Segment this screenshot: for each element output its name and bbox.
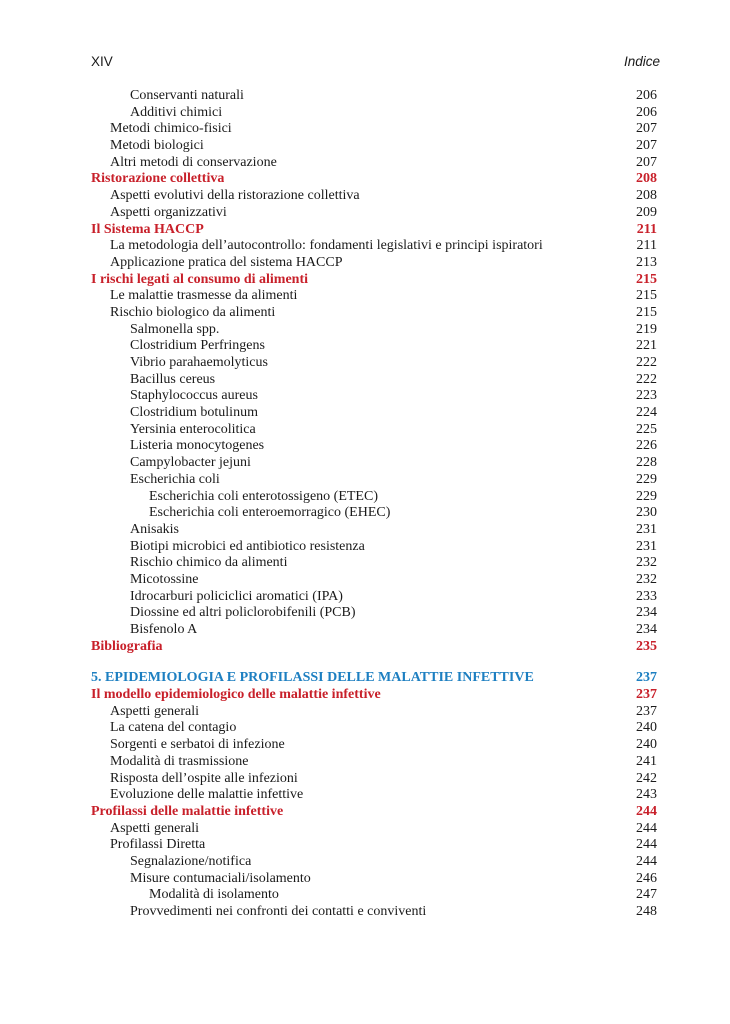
toc-entry-row — [91, 854, 657, 871]
toc-entry-page: 222 — [636, 371, 657, 387]
toc-entry-page: 246 — [636, 870, 657, 886]
toc-entry-page: 237 — [636, 670, 657, 686]
toc-entry-title: Modalità di trasmissione — [110, 753, 249, 769]
toc-entry-page: 232 — [636, 555, 657, 571]
toc-entry-title: Aspetti evolutivi della ristorazione collettiva — [110, 188, 360, 204]
toc-entry-page: 234 — [636, 622, 657, 637]
toc-entry-page: 211 — [636, 221, 657, 237]
toc-entry-title: Sorgenti e serbatoi di infezione — [110, 737, 285, 753]
toc-entry-title: Aspetti generali — [110, 703, 200, 719]
toc-entry-page: 222 — [636, 355, 657, 370]
toc-entry-page: 240 — [636, 720, 657, 736]
toc-entry-row — [91, 188, 657, 205]
toc-entry-title: Additivi chimici — [130, 104, 223, 120]
toc-entry-row — [91, 338, 657, 355]
toc-entry-row — [91, 737, 657, 754]
toc-entry-row — [91, 438, 657, 455]
toc-entry-row — [91, 754, 657, 771]
toc-entry-page: 215 — [636, 271, 657, 287]
toc-entry-page: 237 — [636, 687, 657, 703]
toc-entry-title: I rischi legati al consumo di alimenti — [91, 271, 308, 287]
toc-entry-row — [91, 472, 657, 489]
toc-entry-row — [91, 720, 657, 737]
toc-entry-page: 209 — [636, 204, 657, 220]
toc-entry-title: Le malattie trasmesse da alimenti — [110, 288, 298, 304]
toc-entry-row — [91, 205, 657, 222]
toc-entry-row — [91, 771, 657, 788]
toc-entry-page: 207 — [636, 121, 657, 137]
toc-entry-title: Aspetti organizzativi — [110, 204, 227, 220]
toc-entry-page: 215 — [636, 288, 657, 304]
toc-entry-row — [91, 605, 657, 622]
page-header — [91, 54, 660, 74]
toc-part-2 — [91, 670, 657, 920]
toc-entry-page: 230 — [636, 505, 657, 521]
toc-entry-title: Bibliografia — [91, 638, 163, 654]
toc-entry-row — [91, 555, 657, 572]
toc-section-row — [91, 804, 657, 821]
toc-entry-page: 231 — [636, 538, 657, 554]
toc-entry-row — [91, 105, 657, 122]
toc-entry-row — [91, 505, 657, 522]
toc-entry-row — [91, 539, 657, 556]
toc-entry-title: 5. EPIDEMIOLOGIA E PROFILASSI DELLE MALATTIE INFETTIVE — [91, 670, 534, 686]
toc-entry-title: Modalità di isolamento — [149, 887, 279, 903]
toc-entry-page: 244 — [636, 803, 657, 819]
toc-entry-page: 247 — [636, 887, 657, 903]
toc-entry-title: Staphylococcus aureus — [130, 388, 258, 404]
toc-entry-page: 233 — [636, 588, 657, 604]
toc-entry-title: Bacillus cereus — [130, 371, 216, 387]
toc-entry-title: Applicazione pratica del sistema HACCP — [110, 254, 343, 270]
toc-entry-row — [91, 704, 657, 721]
toc-entry-row — [91, 255, 657, 272]
toc-entry-page: 244 — [636, 853, 657, 869]
page-number: XIV — [91, 54, 113, 69]
toc-entry-row — [91, 155, 657, 172]
toc-entry-row — [91, 837, 657, 854]
toc-entry-title: Escherichia coli — [130, 471, 220, 487]
toc-entry-page: 248 — [636, 904, 657, 919]
toc-entry-row — [91, 138, 657, 155]
toc-entry-title: Escherichia coli enterotossigeno (ETEC) — [149, 488, 378, 504]
toc-entry-row — [91, 455, 657, 472]
toc-entry-title: Listeria monocytogenes — [130, 438, 265, 454]
toc-entry-title: Campylobacter jejuni — [130, 455, 251, 471]
toc-entry-page: 211 — [636, 238, 657, 254]
toc-entry-title: Provvedimenti nei confronti dei contatti e conviventi — [130, 904, 427, 919]
toc-entry-page: 228 — [636, 455, 657, 471]
toc-entry-title: La metodologia dell’autocontrollo: fondamenti legislativi e principi ispiratori — [110, 238, 543, 254]
toc-entry-page: 244 — [636, 837, 657, 853]
toc-entry-row — [91, 288, 657, 305]
toc-entry-title: Il modello epidemiologico delle malattie infettive — [91, 687, 381, 703]
toc-entry-page: 241 — [636, 753, 657, 769]
toc-entry-page: 206 — [636, 88, 657, 103]
toc-entry-row — [91, 622, 657, 639]
toc-entry-row — [91, 322, 657, 339]
toc-entry-row — [91, 887, 657, 904]
toc-entry-page: 225 — [636, 421, 657, 437]
toc-entry-row — [91, 88, 657, 105]
toc-entry-row — [91, 572, 657, 589]
toc-entry-title: La catena del contagio — [110, 720, 237, 736]
toc-section-row — [91, 639, 657, 656]
toc-entry-title: Il Sistema HACCP — [91, 221, 204, 237]
toc-entry-title: Clostridium Perfringens — [130, 338, 265, 354]
toc-entry-row — [91, 904, 657, 921]
toc-entry-page: 208 — [636, 188, 657, 204]
toc-entry-row — [91, 422, 657, 439]
toc-entry-row — [91, 121, 657, 138]
toc-entry-page: 243 — [636, 787, 657, 803]
toc-entry-title: Metodi chimico-fisici — [110, 121, 232, 137]
toc-entry-row — [91, 871, 657, 888]
toc-entry-row — [91, 405, 657, 422]
toc-entry-page: 206 — [636, 104, 657, 120]
toc-entry-row — [91, 821, 657, 838]
toc-entry-page: 207 — [636, 154, 657, 170]
toc-entry-page: 234 — [636, 605, 657, 621]
toc-entry-row — [91, 489, 657, 506]
toc-entry-page: 240 — [636, 737, 657, 753]
toc-entry-title: Diossine ed altri policlorobifenili (PCB) — [130, 605, 356, 621]
toc-entry-title: Salmonella spp. — [130, 321, 220, 337]
toc-entry-page: 223 — [636, 388, 657, 404]
toc-entry-row — [91, 522, 657, 539]
toc-entry-title: Metodi biologici — [110, 138, 204, 154]
toc-entry-page: 208 — [636, 171, 657, 187]
toc-entry-title: Anisakis — [130, 521, 179, 537]
toc-entry-title: Idrocarburi policiclici aromatici (IPA) — [130, 588, 343, 604]
toc-entry-title: Misure contumaciali/isolamento — [130, 870, 311, 886]
toc-entry-row — [91, 305, 657, 322]
toc-entry-row — [91, 787, 657, 804]
toc-entry-page: 219 — [636, 321, 657, 337]
toc-entry-row — [91, 388, 657, 405]
toc-entry-row — [91, 589, 657, 606]
toc-entry-page: 232 — [636, 571, 657, 587]
toc-chapter-row — [91, 670, 657, 687]
toc-entry-title: Risposta dell’ospite alle infezioni — [110, 770, 298, 786]
toc-entry-title: Evoluzione delle malattie infettive — [110, 787, 304, 803]
toc-section-row — [91, 687, 657, 704]
toc-entry-title: Micotossine — [130, 571, 199, 587]
toc-entry-page: 237 — [636, 703, 657, 719]
toc-entry-title: Yersinia enterocolitica — [130, 421, 256, 437]
toc-entry-page: 231 — [636, 521, 657, 537]
toc-entry-page: 207 — [636, 138, 657, 154]
section-name: Indice — [623, 54, 660, 69]
toc-entry-title: Altri metodi di conservazione — [110, 154, 277, 170]
toc-entry-title: Vibrio parahaemolyticus — [130, 355, 268, 370]
toc-section-row — [91, 171, 657, 188]
toc-entry-page: 229 — [636, 471, 657, 487]
toc-section-row — [91, 222, 657, 239]
toc-entry-page: 221 — [636, 338, 657, 354]
toc-entry-title: Profilassi delle malattie infettive — [91, 803, 284, 819]
toc-entry-title: Bisfenolo A — [130, 622, 198, 637]
toc-entry-page: 229 — [636, 488, 657, 504]
toc-entry-row — [91, 355, 657, 372]
toc-entry-title: Biotipi microbici ed antibiotico resistenza — [130, 538, 365, 554]
toc-entry-page: 235 — [636, 638, 657, 654]
toc-entry-page: 226 — [636, 438, 657, 454]
toc-entry-title: Aspetti generali — [110, 820, 200, 836]
toc-entry-title: Ristorazione collettiva — [91, 171, 225, 187]
toc-entry-page: 213 — [636, 254, 657, 270]
toc-entry-row — [91, 238, 657, 255]
toc-entry-page: 215 — [636, 304, 657, 320]
table-of-contents — [91, 88, 657, 921]
toc-entry-row — [91, 372, 657, 389]
toc-entry-page: 224 — [636, 405, 657, 421]
toc-entry-title: Escherichia coli enteroemorragico (EHEC) — [149, 505, 391, 521]
toc-entry-title: Rischio chimico da alimenti — [130, 555, 288, 571]
toc-entry-title: Conservanti naturali — [130, 88, 244, 103]
toc-entry-title: Segnalazione/notifica — [130, 853, 252, 869]
toc-entry-page: 244 — [636, 820, 657, 836]
chapter-gap — [91, 655, 657, 670]
toc-entry-title: Clostridium botulinum — [130, 405, 258, 421]
toc-part-1 — [91, 88, 657, 655]
toc-entry-page: 242 — [636, 770, 657, 786]
toc-entry-title: Profilassi Diretta — [110, 837, 206, 853]
toc-entry-title: Rischio biologico da alimenti — [110, 304, 276, 320]
toc-section-row — [91, 272, 657, 289]
